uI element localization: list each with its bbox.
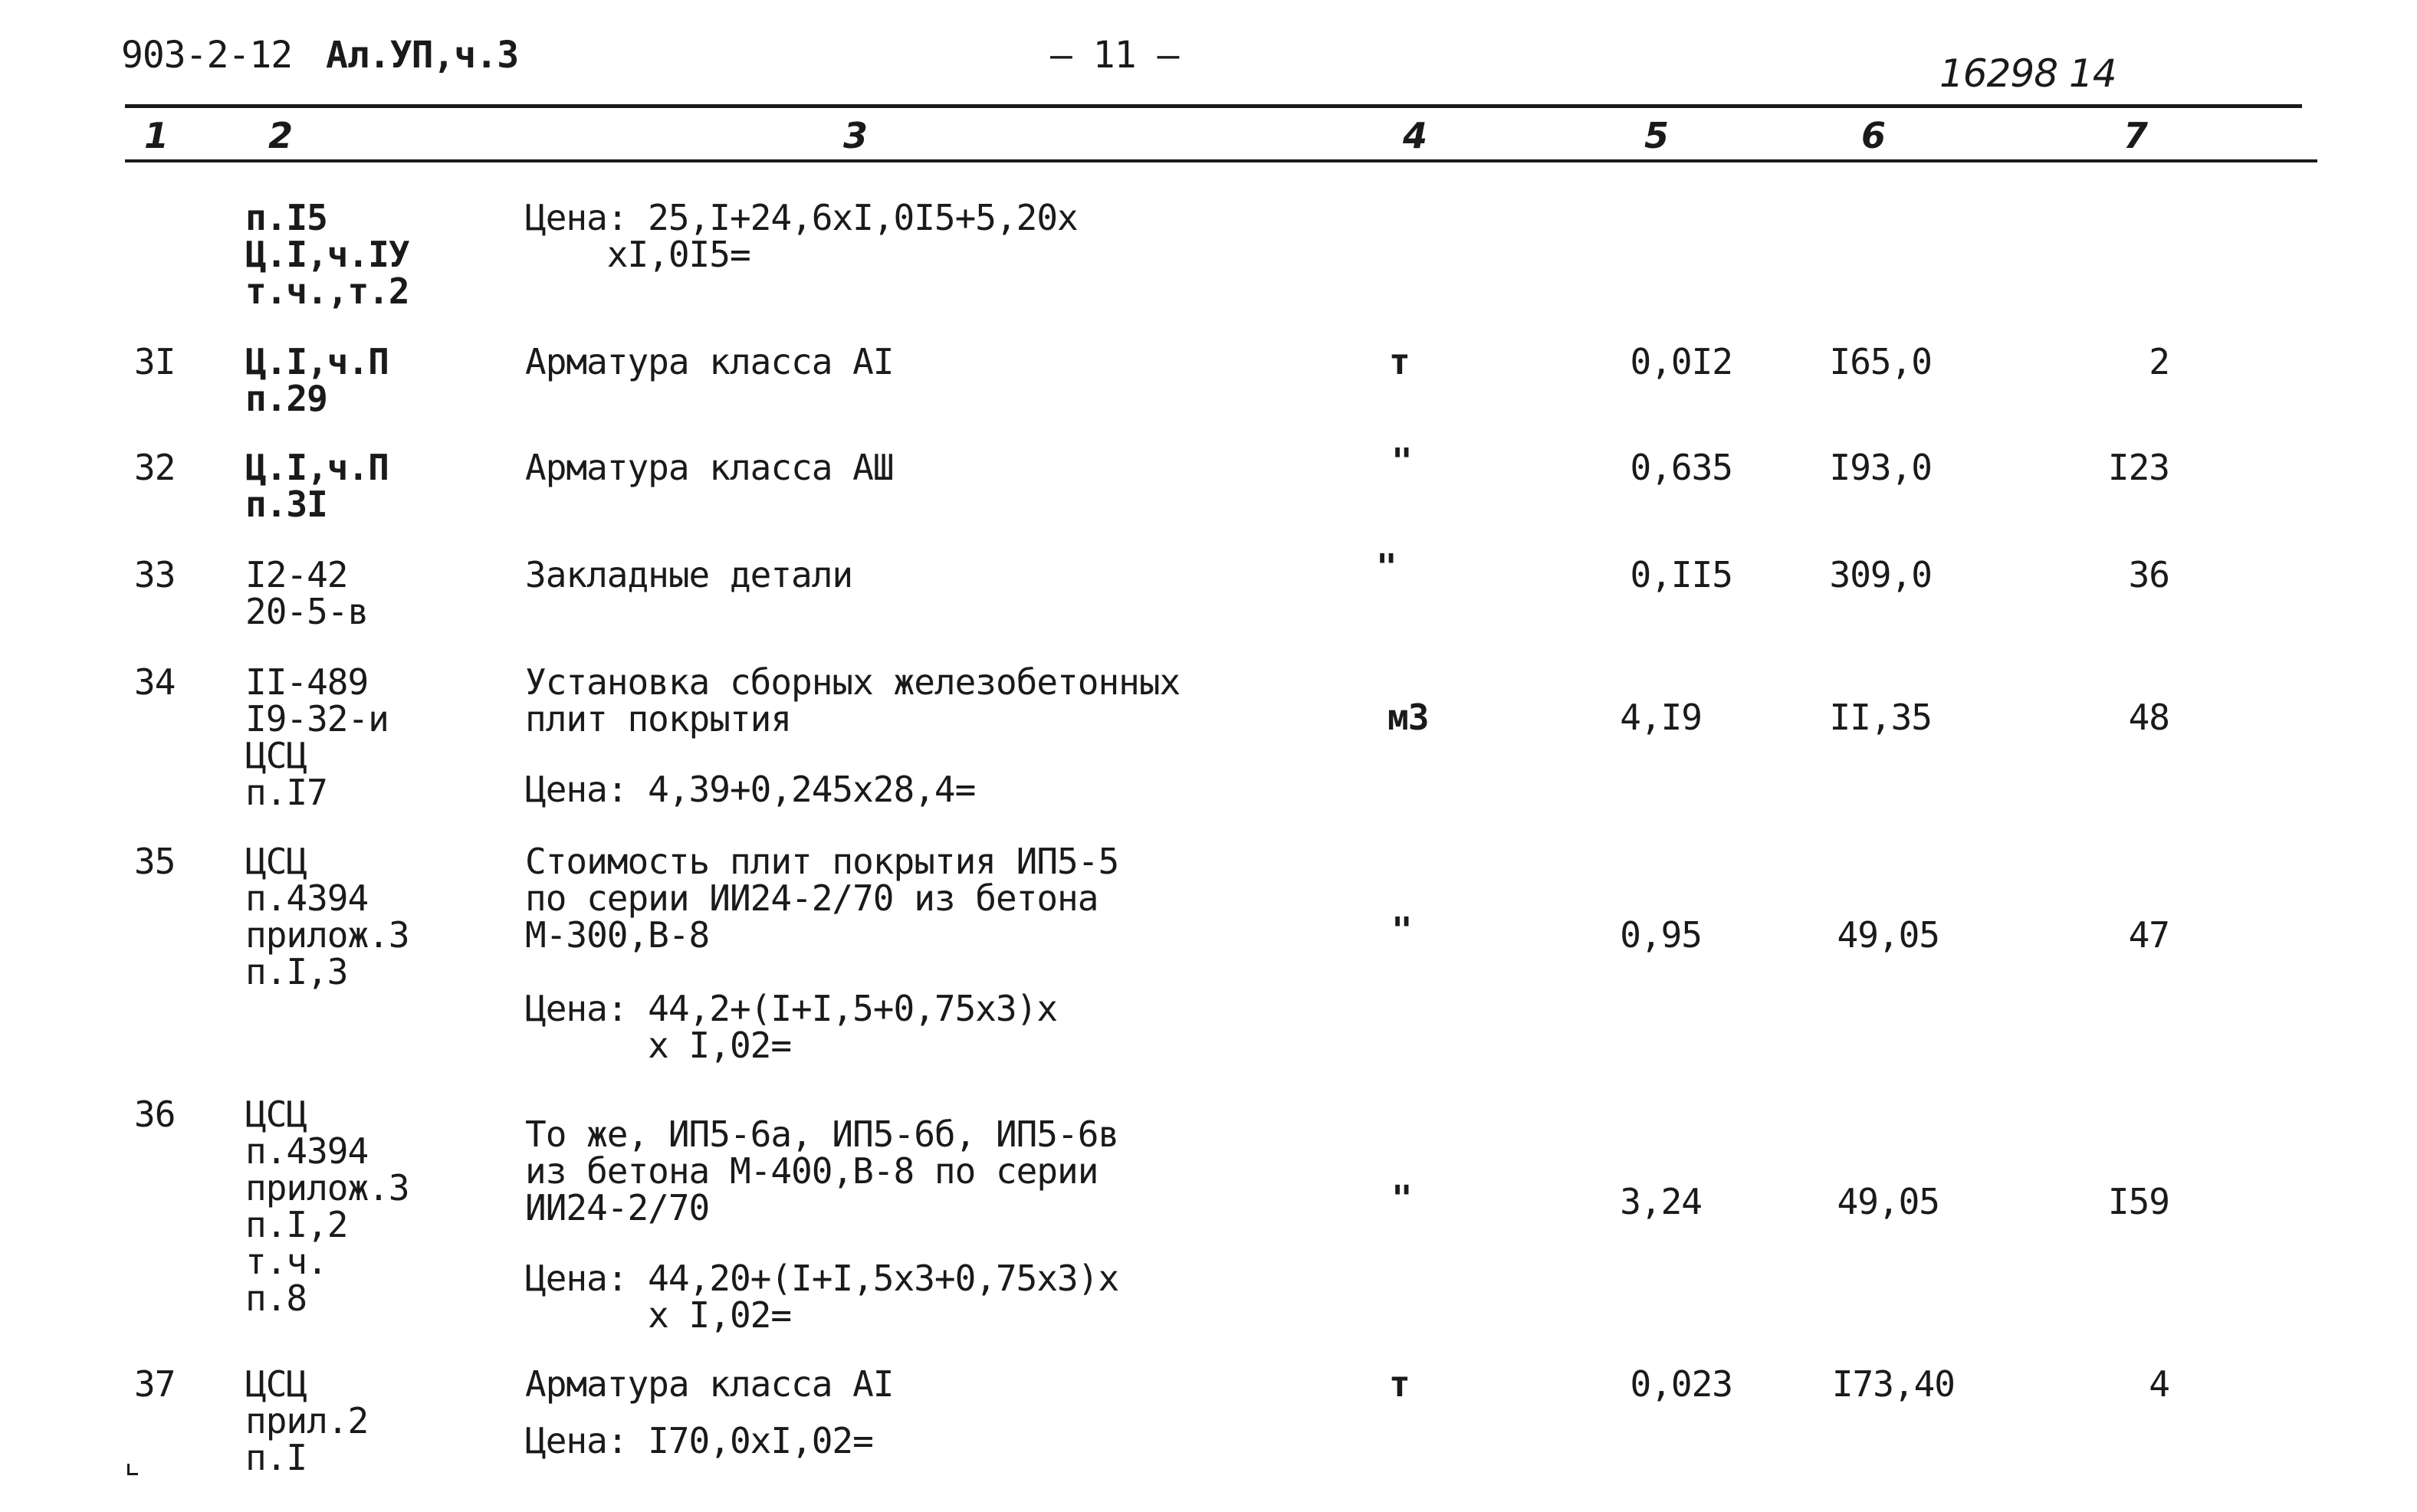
row-description: Цена: 25,I+24,6xI,0I5+5,20x xI,0I5= [525, 197, 1078, 275]
row-quantity: 0,0I2 [1630, 341, 1732, 382]
column-header-2: 2 [268, 115, 294, 156]
row-unit-cost: I65,0 [1829, 341, 1932, 382]
row-unit-cost: 49,05 [1837, 914, 1939, 956]
row-unit-cost: II,35 [1829, 697, 1932, 738]
page-number: – 11 – [1050, 34, 1179, 77]
row-price-formula: Цена: 4,39+0,245x28,4= [525, 769, 976, 810]
row-description: Арматура класса АШ [525, 447, 894, 488]
row-price-formula: Цена: I70,0xI,02= [525, 1420, 873, 1461]
row-quantity: 4,I9 [1620, 697, 1702, 738]
row-unit: т [1389, 1363, 1410, 1405]
row-unit: м3 [1387, 697, 1429, 738]
row-total: 36 [2128, 554, 2169, 595]
row-number: 33 [134, 554, 176, 595]
row-ref: Ц.I,ч.П п.29 [245, 341, 389, 419]
column-header-6: 6 [1861, 115, 1887, 156]
header-rule [125, 159, 2317, 162]
row-number: 37 [134, 1363, 176, 1405]
row-ref: I2-42 20-5-в [245, 554, 369, 632]
row-unit-cost: 49,05 [1837, 1181, 1939, 1222]
row-unit: " [1391, 1178, 1412, 1219]
row-description: То же, ИП5-6а, ИП5-6б, ИП5-6в из бетона М-400,В-8 по серии ИИ24-2/70 [525, 1114, 1119, 1228]
column-header-1: 1 [144, 115, 169, 156]
row-ref: II-489 I9-32-и ЦСЦ п.I7 [245, 661, 389, 813]
row-quantity: 0,II5 [1630, 554, 1732, 595]
row-total: 2 [2149, 341, 2169, 382]
row-unit: " [1391, 910, 1412, 951]
row-ref: ЦСЦ прил.2 п.I [245, 1363, 369, 1478]
corner-mark-horizontal [127, 1473, 138, 1475]
row-number: 3I [134, 341, 176, 382]
row-ref: ЦСЦ п.4394 прилож.3 п.I,2 т.ч. п.8 [245, 1094, 409, 1319]
row-unit: " [1391, 441, 1412, 482]
row-total: 48 [2128, 697, 2169, 738]
document-code: 903-2-12 [121, 34, 293, 77]
row-total: 4 [2149, 1363, 2169, 1405]
row-price-formula: Цена: 44,20+(I+I,5x3+0,75x3)x x I,02= [525, 1258, 1119, 1336]
handwritten-number: 16298 14 [1939, 51, 2117, 96]
row-description: Установка сборных железобетонных плит покрытия [525, 661, 1181, 740]
row-description: Стоимость плит покрытия ИП5-5 по серии ИИ24-2/70 из бетона М-300,В-8 [525, 841, 1119, 956]
row-description: Арматура класса АI [525, 1363, 894, 1405]
row-ref: п.I5 Ц.I,ч.IУ т.ч.,т.2 [245, 197, 409, 312]
row-number: 34 [134, 661, 176, 703]
row-unit-cost: I93,0 [1829, 447, 1932, 488]
row-unit: " [1376, 546, 1397, 588]
row-description: Арматура класса АI [525, 341, 894, 382]
column-header-5: 5 [1644, 115, 1670, 156]
album-reference: Ал.УП,ч.3 [326, 34, 519, 77]
row-unit-cost: I73,40 [1831, 1363, 1955, 1405]
row-quantity: 3,24 [1620, 1181, 1702, 1222]
row-number: 32 [134, 447, 176, 488]
row-total: I59 [2107, 1181, 2169, 1222]
column-header-3: 3 [843, 115, 869, 156]
row-price-formula: Цена: 44,2+(I+I,5+0,75x3)x x I,02= [525, 988, 1058, 1066]
row-total: I23 [2107, 447, 2169, 488]
row-ref: Ц.I,ч.П п.3I [245, 447, 389, 525]
row-unit: т [1389, 341, 1410, 382]
row-quantity: 0,023 [1630, 1363, 1732, 1405]
row-description: Закладные детали [525, 554, 853, 595]
column-header-4: 4 [1403, 115, 1428, 156]
column-header-7: 7 [2123, 115, 2149, 156]
row-number: 35 [134, 841, 176, 882]
row-number: 36 [134, 1094, 176, 1135]
row-quantity: 0,95 [1620, 914, 1702, 956]
row-ref: ЦСЦ п.4394 прилож.3 п.I,3 [245, 841, 409, 992]
row-unit-cost: 309,0 [1829, 554, 1932, 595]
row-quantity: 0,635 [1630, 447, 1732, 488]
top-rule [125, 104, 2302, 108]
row-total: 47 [2128, 914, 2169, 956]
